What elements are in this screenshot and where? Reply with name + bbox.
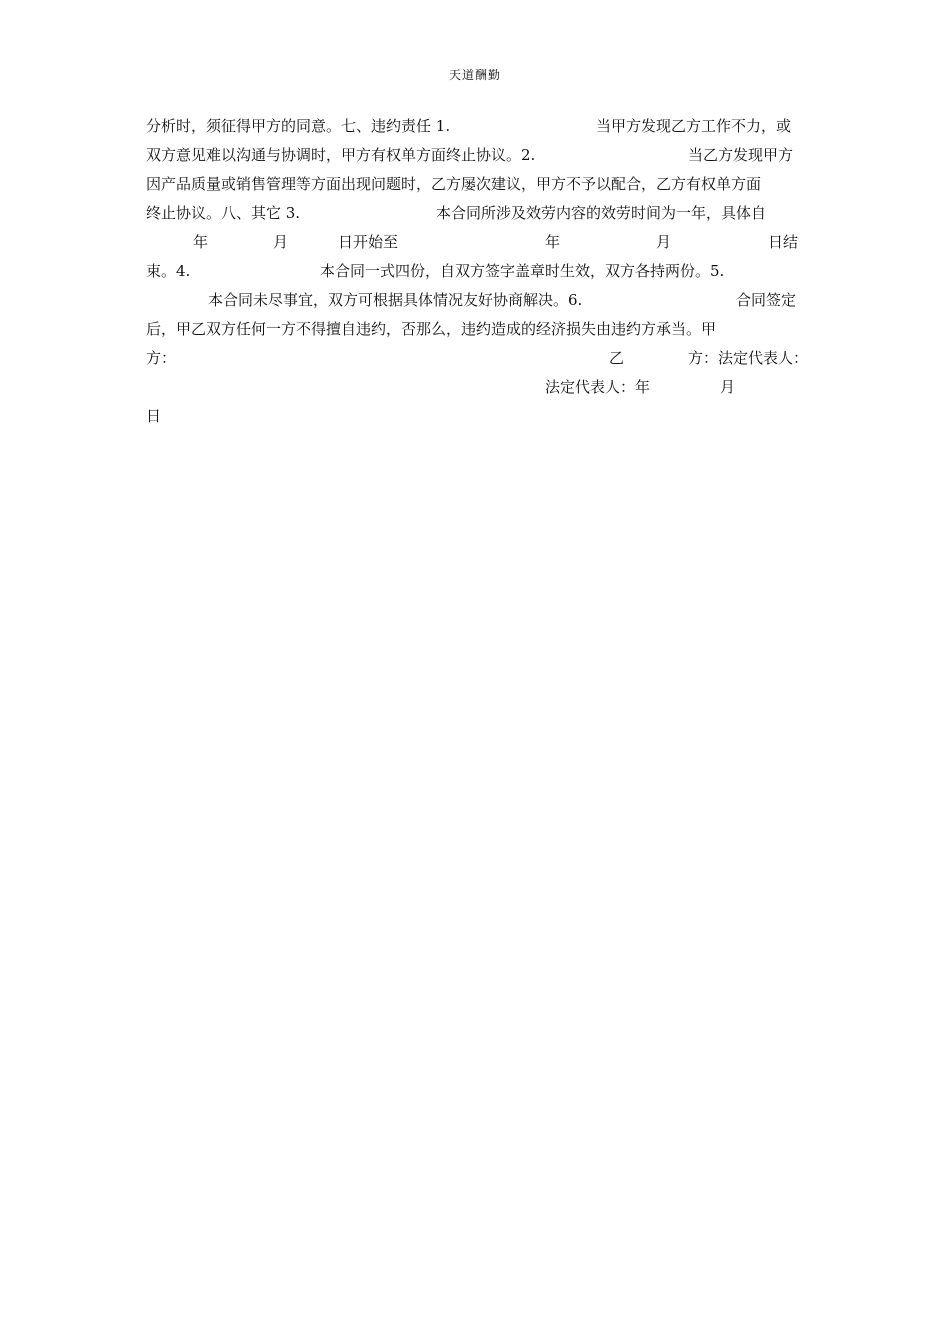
text-segment: 本合同一式四份，自双方签字盖章时生效，双方各持两份。5. [320,262,725,280]
text-segment: 年 [545,233,561,251]
text-segment: 因产品质量或销售管理等方面出现问题时，乙方屡次建议，甲方不予以配合，乙方有权单方面 [146,175,762,193]
text-segment: 束。4. [146,262,191,280]
text-segment: 本合同所涉及效劳内容的效劳时间为一年，具体自 [436,204,767,222]
text-segment: 日 [146,407,162,425]
text-segment: 后，甲乙双方任何一方不得擅自违约，否那么，违约造成的经济损失由违约方承当。甲 [146,320,717,338]
text-segment: 分析时，须征得甲方的同意。七、违约责任 1. [146,117,451,135]
text-segment: 方：法定代表人： [688,349,809,367]
text-segment: 乙 [609,349,625,367]
text-segment: 本合同未尽事宜，双方可根据具体情况友好协商解决。6. [208,291,583,309]
text-segment: 方： [146,349,177,367]
page-header-title: 天道酬勤 [448,68,501,82]
text-segment: 当乙方发现甲方 [688,146,794,164]
text-segment: 月 [656,233,672,251]
text-segment: 日开始至 [338,233,399,251]
text-segment: 法定代表人：年 [545,378,651,396]
text-segment: 终止协议。八、其它 3. [146,204,301,222]
text-segment: 当甲方发现乙方工作不力，或 [596,117,792,135]
text-segment: 双方意见难以沟通与协调时，甲方有权单方面终止协议。2. [146,146,536,164]
text-segment: 日结 [768,233,799,251]
text-segment: 合同签定 [736,291,797,309]
text-segment: 年 [193,233,209,251]
text-segment: 月 [720,378,736,396]
text-segment: 月 [273,233,289,251]
